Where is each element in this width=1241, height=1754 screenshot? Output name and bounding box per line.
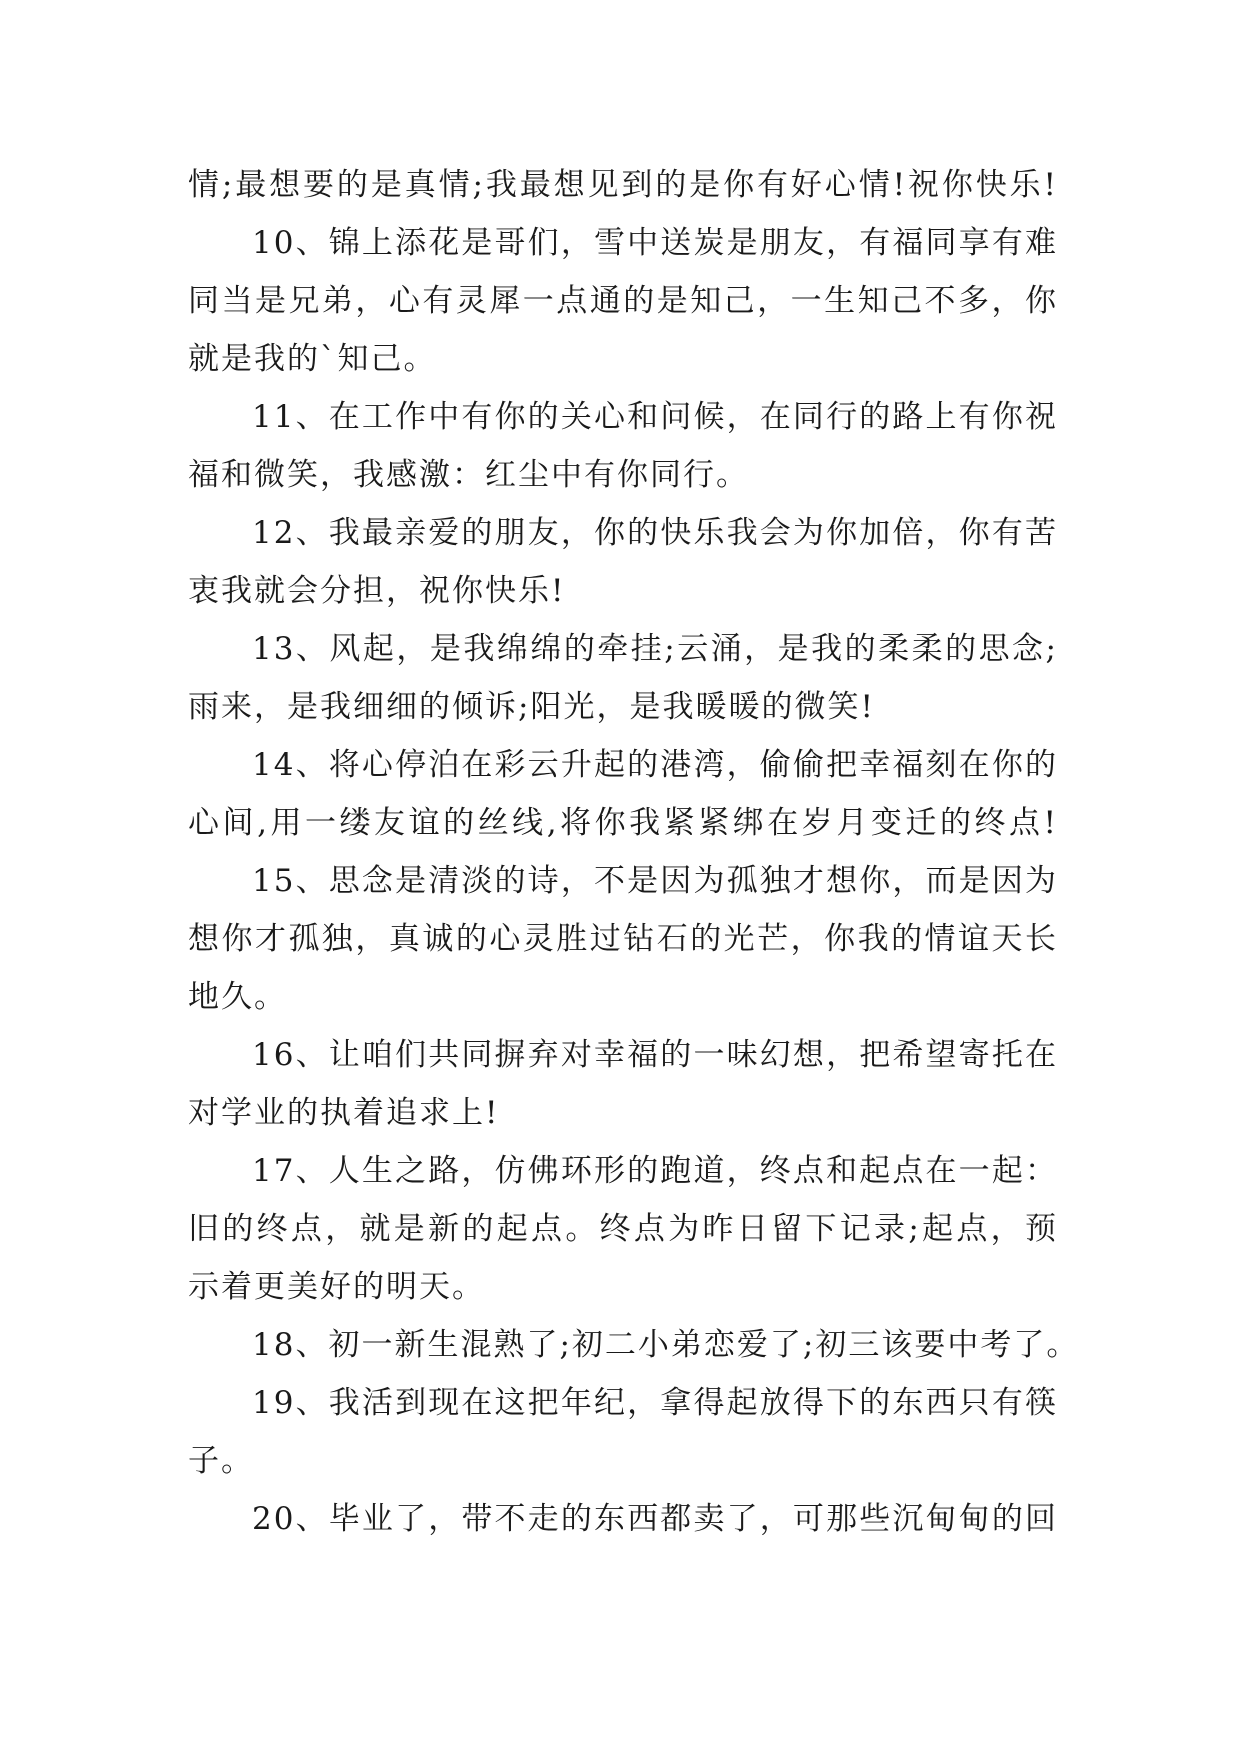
text-line: 14、将心停泊在彩云升起的港湾，偷偷把幸福刻在你的: [252, 747, 1058, 783]
text-line: 雨来，是我细细的倾诉;阳光，是我暖暖的微笑!: [188, 689, 875, 725]
text-line: 17、人生之路，仿佛环形的跑道，终点和起点在一起：: [252, 1153, 1058, 1189]
text-line: 就是我的`知己。: [188, 341, 437, 377]
text-line: 对学业的执着追求上!: [188, 1095, 500, 1131]
text-line: 12、我最亲爱的朋友，你的快乐我会为你加倍，你有苦: [252, 515, 1058, 551]
text-line: 20、毕业了，带不走的东西都卖了，可那些沉甸甸的回: [252, 1501, 1058, 1537]
text-line: 心间,用一缕友谊的丝线,将你我紧紧绑在岁月变迁的终点!: [188, 805, 1058, 841]
text-line: 同当是兄弟，心有灵犀一点通的是知己，一生知己不多，你: [188, 283, 1058, 319]
text-line: 情;最想要的是真情;我最想见到的是你有好心情!祝你快乐!: [188, 167, 1058, 203]
text-line: 10、锦上添花是哥们，雪中送炭是朋友，有福同享有难: [252, 225, 1058, 261]
text-line: 19、我活到现在这把年纪，拿得起放得下的东西只有筷: [252, 1385, 1058, 1421]
text-line: 旧的终点，就是新的起点。终点为昨日留下记录;起点，预: [188, 1211, 1058, 1247]
text-line: 15、思念是清淡的诗，不是因为孤独才想你，而是因为: [252, 863, 1058, 899]
text-line: 16、让咱们共同摒弃对幸福的一味幻想，把希望寄托在: [252, 1037, 1058, 1073]
text-line: 13、风起，是我绵绵的牵挂;云涌，是我的柔柔的思念;: [252, 631, 1058, 667]
text-line: 想你才孤独，真诚的心灵胜过钻石的光芒，你我的情谊天长: [188, 921, 1058, 957]
text-line: 11、在工作中有你的关心和问候，在同行的路上有你祝: [252, 399, 1058, 435]
text-line: 18、初一新生混熟了;初二小弟恋爱了;初三该要中考了。: [252, 1327, 1080, 1363]
text-line: 子。: [188, 1443, 254, 1479]
text-line: 地久。: [188, 979, 287, 1015]
text-line: 衷我就会分担，祝你快乐!: [188, 573, 566, 609]
text-line: 示着更美好的明天。: [188, 1269, 485, 1305]
text-line: 福和微笑，我感激：红尘中有你同行。: [188, 457, 749, 493]
